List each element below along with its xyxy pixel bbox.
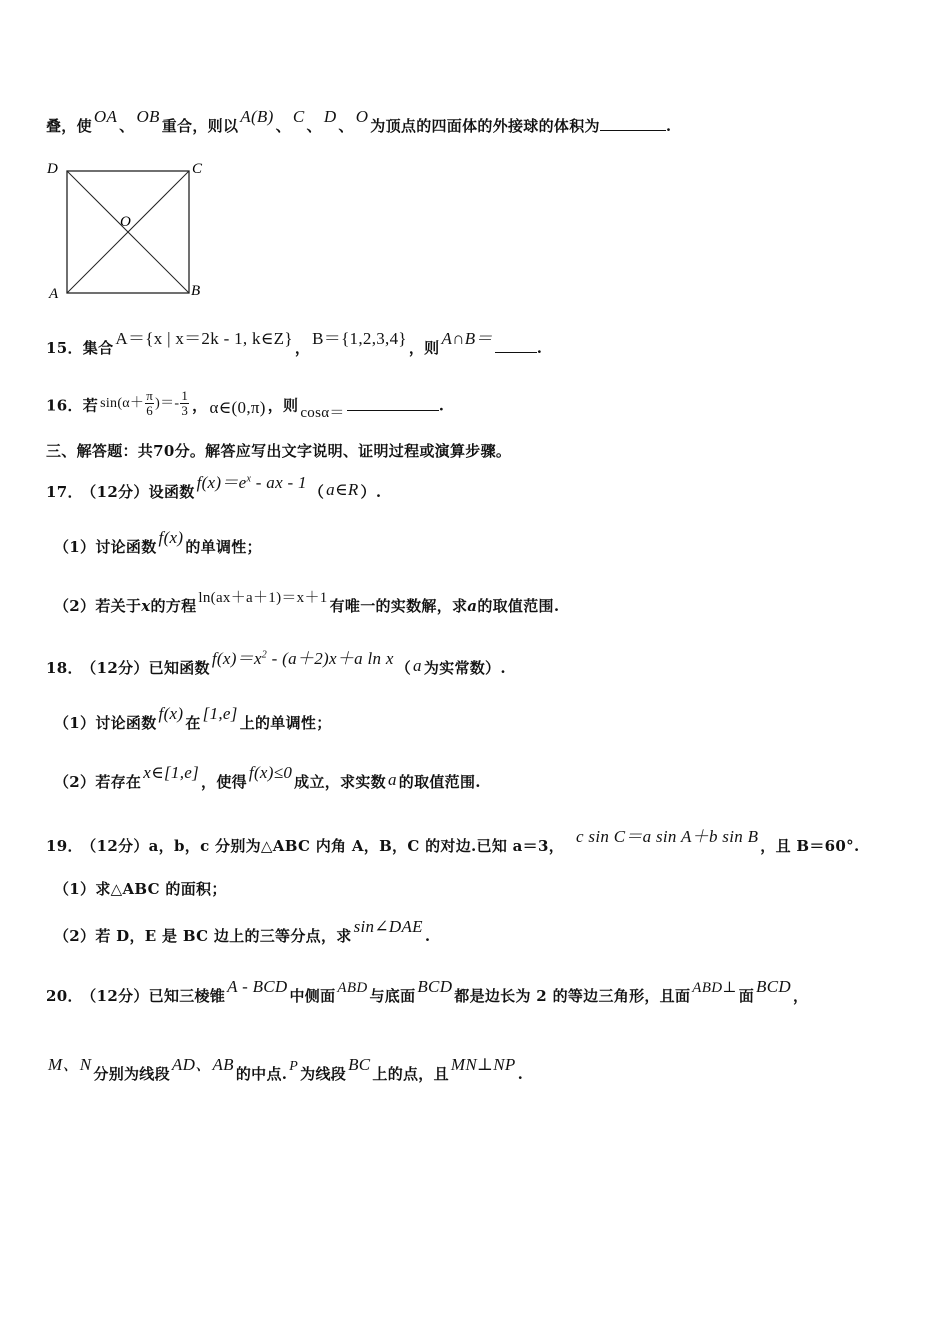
question-number: 19．: [46, 837, 83, 855]
math-ab: A(B): [240, 107, 274, 126]
question-18: [46, 649, 506, 678]
math-bcd: BCD: [756, 977, 791, 996]
label-c: C: [192, 161, 203, 177]
text: ，则: [267, 396, 299, 415]
paren: ）.: [360, 483, 382, 501]
text: （2）若 D，E 是 BC 边上的三等分点，求: [54, 927, 352, 945]
text: ，使得: [201, 773, 247, 791]
text: 上的点，且: [372, 1065, 449, 1083]
math-sin-dae: sin∠DAE: [353, 917, 423, 936]
text: 叠，使: [46, 117, 92, 135]
math-set-b: B＝{1,2,3,4}: [312, 329, 407, 348]
question-17: [46, 473, 382, 502]
math-x-in-interval: x∈[1,e]: [143, 763, 200, 782]
var-a: a: [467, 597, 478, 615]
label-o: O: [120, 214, 131, 230]
text: 的中点.: [235, 1065, 288, 1083]
fraction-numerator: π: [146, 388, 154, 403]
text: 为线段: [300, 1065, 347, 1083]
text: 与底面: [369, 987, 416, 1005]
math-o: O: [355, 107, 369, 126]
paren: （: [395, 659, 412, 677]
math-a: a: [387, 770, 397, 789]
text: 都是边长为 2 的等边三角形，且面: [454, 987, 691, 1005]
comma: ，: [192, 396, 208, 415]
math-cos: cosα＝: [300, 404, 345, 421]
math-part: sin(α＋: [100, 395, 145, 411]
text: 的方程: [150, 597, 197, 615]
label-d: D: [47, 161, 58, 177]
var-x: x: [141, 597, 151, 615]
question-16: [46, 388, 445, 422]
math-fx: f(x): [158, 528, 184, 547]
math-ad-ab: AD、AB: [171, 1055, 234, 1074]
fraction-1-3: [180, 389, 189, 418]
text: （12分）a，b，c 分别为△ABC 内角 A，B，C 的对边.已知 a＝3，: [88, 837, 565, 855]
math-p: P: [289, 1059, 299, 1074]
math-superscript: x: [246, 473, 252, 485]
math-oa: OA: [93, 107, 118, 126]
math-superscript: 2: [261, 649, 268, 661]
text: 上的单调性；: [239, 714, 332, 732]
question-number: 20．: [46, 987, 83, 1005]
math-part: f(x)＝x: [211, 649, 262, 668]
text: （2）若关于: [54, 597, 142, 615]
fraction-denominator: 3: [181, 403, 189, 418]
label-a: A: [49, 286, 59, 302]
math-alpha-range: α∈(0,π): [209, 397, 266, 417]
math-part: )＝-: [155, 395, 180, 411]
text: 的取值范围.: [398, 773, 481, 791]
text: （12分）已知三棱锥: [88, 987, 226, 1005]
period: .: [438, 396, 445, 415]
math-pyramid: A - BCD: [227, 977, 288, 996]
period: .: [424, 927, 431, 945]
math-abd-perp: ABD⊥: [692, 980, 737, 996]
question-15: [46, 329, 543, 358]
answer-blank: [600, 129, 666, 131]
question-17-part-1: [54, 528, 262, 557]
math-sin-expr: [98, 388, 192, 418]
text: （12分）设函数: [88, 483, 195, 501]
section-3-heading: 三、解答题：共70分。解答应写出文字说明、证明过程或演算步骤。: [46, 442, 512, 460]
question-number: 16．: [46, 396, 83, 415]
separator: 、: [275, 117, 291, 135]
math-interval: [1,e]: [202, 704, 238, 723]
question-18-part-1: [54, 704, 332, 733]
answer-blank: [347, 409, 439, 411]
question-18-part-2: [54, 763, 481, 792]
math-a: a: [413, 656, 422, 675]
math-mn-perp-np: MN⊥NP: [450, 1055, 516, 1074]
text: 有唯一的实数解，求: [329, 597, 468, 615]
text: （1）讨论函数: [54, 538, 157, 556]
math-a-in-r: a∈R: [326, 480, 359, 499]
math-part: f(x)＝e: [196, 473, 247, 492]
separator: 、: [338, 117, 354, 135]
comma: ，: [294, 339, 311, 357]
math-d: D: [323, 107, 337, 126]
separator: 、: [119, 117, 135, 135]
text: （2）若存在: [54, 773, 142, 791]
text: 若: [82, 396, 99, 415]
math-c: C: [292, 107, 305, 126]
text: 中侧面: [289, 987, 336, 1005]
math-fx-def: [210, 649, 396, 668]
square-figure: [40, 155, 220, 305]
math-mn: M、N: [48, 1055, 92, 1074]
text: 分别为线段: [93, 1065, 170, 1083]
math-fx: f(x): [158, 704, 184, 723]
text: 的单调性；: [185, 538, 262, 556]
separator: 、: [306, 117, 322, 135]
text: 面: [738, 987, 755, 1005]
label-b: B: [191, 283, 201, 299]
question-number: 17．: [46, 483, 83, 501]
text: 成立，求实数: [294, 773, 386, 791]
comma: ，: [792, 987, 809, 1005]
text: 重合，则以: [161, 117, 239, 135]
text: ，且 B＝60°.: [760, 837, 860, 855]
fraction-denominator: 6: [146, 403, 154, 418]
text: （12分）已知函数: [88, 659, 210, 677]
math-fx-le-0: f(x)≤0: [248, 763, 293, 782]
period: .: [665, 117, 672, 135]
text: 的取值范围.: [477, 597, 560, 615]
math-bcd: BCD: [417, 977, 453, 996]
math-bc: BC: [348, 1055, 371, 1074]
math-ln-equation: ln(ax＋a＋1)＝x＋1: [198, 590, 328, 606]
math-abd: ABD: [337, 980, 368, 996]
line-top: [46, 107, 672, 136]
question-20-line-2: [46, 1055, 524, 1084]
math-ob: OB: [136, 107, 160, 126]
text: ，则: [408, 339, 440, 357]
text: 在: [185, 714, 201, 732]
fraction-pi-6: [145, 389, 154, 418]
math-part: - (a＋2)x＋a ln x: [267, 649, 394, 668]
math-intersection: A∩B＝: [441, 329, 493, 348]
question-19-part-1: （1）求△ABC 的面积；: [54, 880, 227, 898]
paren: （: [308, 483, 325, 501]
text: （1）讨论函数: [54, 714, 157, 732]
question-number: 15．: [46, 339, 83, 357]
text: 为顶点的四面体的外接球的体积为: [370, 117, 600, 135]
answer-blank: [495, 351, 537, 353]
text: 为实常数）.: [423, 659, 506, 677]
fraction-numerator: 1: [181, 388, 189, 403]
period: .: [536, 339, 543, 357]
math-sine-relation: c sin C＝a sin A＋b sin B: [576, 827, 759, 846]
period: .: [517, 1065, 524, 1083]
question-19-part-2: [54, 917, 431, 946]
question-19: [46, 827, 860, 856]
text: 集合: [82, 339, 114, 357]
math-set-a: A＝{x | x＝2k - 1, k∈Z}: [115, 329, 293, 348]
question-17-part-2: [54, 590, 560, 616]
question-20: [46, 977, 809, 1006]
math-fx: [195, 473, 309, 492]
question-number: 18．: [46, 659, 83, 677]
math-part: - ax - 1: [251, 473, 307, 492]
